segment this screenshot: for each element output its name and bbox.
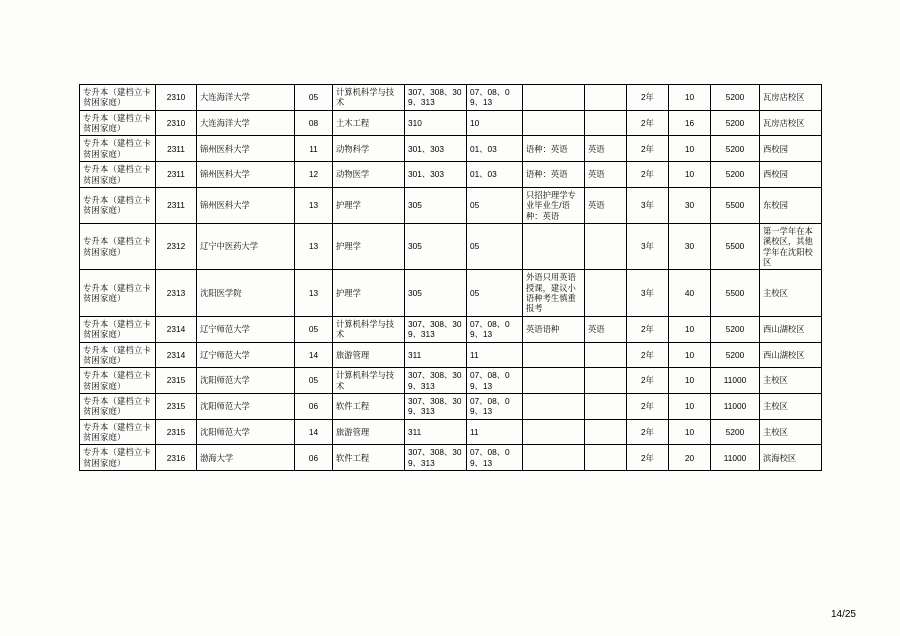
cell-school: 渤海大学	[197, 445, 295, 471]
table-row	[80, 223, 822, 269]
cell-school-code: 2315	[156, 393, 197, 419]
cell-major-code: 11	[295, 136, 333, 162]
cell-subjects: 311	[405, 342, 467, 368]
cell-subjects: 305	[405, 223, 467, 269]
cell-type: 专升本（建档立卡贫困家庭）	[80, 187, 156, 223]
cell-note	[523, 419, 585, 445]
cell-years: 2年	[627, 85, 669, 111]
cell-fee: 5200	[711, 419, 760, 445]
cell-campus: 主校区	[760, 393, 822, 419]
cell-count: 10	[669, 85, 711, 111]
cell-note	[523, 110, 585, 136]
cell-years: 2年	[627, 368, 669, 394]
cell-note: 外语只用英语授课，建议小语种考生慎重报考	[523, 270, 585, 316]
cell-school-code: 2310	[156, 85, 197, 111]
cell-count: 10	[669, 342, 711, 368]
cell-count: 10	[669, 316, 711, 342]
cell-type: 专升本（建档立卡贫困家庭）	[80, 445, 156, 471]
cell-campus: 滨海校区	[760, 445, 822, 471]
cell-major: 计算机科学与技术	[333, 316, 405, 342]
cell-exams: 07、08、09、13	[467, 316, 523, 342]
admissions-table	[79, 84, 822, 471]
cell-count: 30	[669, 187, 711, 223]
cell-note: 语种：英语	[523, 136, 585, 162]
cell-subjects: 311	[405, 419, 467, 445]
cell-language	[585, 223, 627, 269]
cell-major: 动物科学	[333, 136, 405, 162]
cell-type: 专升本（建档立卡贫困家庭）	[80, 223, 156, 269]
cell-note	[523, 368, 585, 394]
cell-campus: 西校园	[760, 162, 822, 188]
cell-school: 辽宁中医药大学	[197, 223, 295, 269]
cell-school: 大连海洋大学	[197, 85, 295, 111]
cell-major: 计算机科学与技术	[333, 368, 405, 394]
cell-note: 语种：英语	[523, 162, 585, 188]
cell-major-code: 05	[295, 368, 333, 394]
cell-campus: 第一学年在本溪校区，其他学年在沈阳校区	[760, 223, 822, 269]
cell-school: 沈阳医学院	[197, 270, 295, 316]
cell-count: 10	[669, 419, 711, 445]
cell-subjects: 305	[405, 270, 467, 316]
cell-exams: 11	[467, 419, 523, 445]
cell-major: 土木工程	[333, 110, 405, 136]
admissions-table-body	[80, 85, 822, 471]
cell-major: 护理学	[333, 223, 405, 269]
cell-note	[523, 445, 585, 471]
table-row	[80, 110, 822, 136]
cell-major: 护理学	[333, 270, 405, 316]
cell-fee: 5500	[711, 223, 760, 269]
cell-years: 2年	[627, 316, 669, 342]
cell-school-code: 2310	[156, 110, 197, 136]
cell-years: 2年	[627, 110, 669, 136]
cell-type: 专升本（建档立卡贫困家庭）	[80, 393, 156, 419]
cell-major: 旅游管理	[333, 342, 405, 368]
cell-language: 英语	[585, 187, 627, 223]
cell-note: 英语语种	[523, 316, 585, 342]
cell-note	[523, 393, 585, 419]
table-row	[80, 85, 822, 111]
cell-major: 软件工程	[333, 393, 405, 419]
cell-major-code: 13	[295, 270, 333, 316]
cell-fee: 5500	[711, 270, 760, 316]
table-row	[80, 342, 822, 368]
cell-type: 专升本（建档立卡贫困家庭）	[80, 85, 156, 111]
cell-fee: 5200	[711, 136, 760, 162]
cell-major-code: 13	[295, 223, 333, 269]
cell-major-code: 08	[295, 110, 333, 136]
cell-school: 沈阳师范大学	[197, 393, 295, 419]
cell-language: 英语	[585, 136, 627, 162]
cell-type: 专升本（建档立卡贫困家庭）	[80, 419, 156, 445]
cell-exams: 11	[467, 342, 523, 368]
cell-major-code: 05	[295, 85, 333, 111]
cell-campus: 西山湖校区	[760, 342, 822, 368]
cell-major-code: 13	[295, 187, 333, 223]
cell-language	[585, 85, 627, 111]
cell-fee: 5200	[711, 342, 760, 368]
cell-campus: 主校区	[760, 419, 822, 445]
cell-count: 16	[669, 110, 711, 136]
cell-note	[523, 223, 585, 269]
cell-fee: 5200	[711, 85, 760, 111]
cell-years: 3年	[627, 223, 669, 269]
cell-exams: 01、03	[467, 136, 523, 162]
cell-exams: 05	[467, 187, 523, 223]
cell-subjects: 307、308、309、313	[405, 316, 467, 342]
cell-exams: 07、08、09、13	[467, 368, 523, 394]
cell-type: 专升本（建档立卡贫困家庭）	[80, 110, 156, 136]
cell-exams: 05	[467, 270, 523, 316]
cell-major-code: 12	[295, 162, 333, 188]
cell-exams: 01、03	[467, 162, 523, 188]
cell-count: 10	[669, 368, 711, 394]
cell-subjects: 307、308、309、313	[405, 368, 467, 394]
cell-subjects: 301、303	[405, 136, 467, 162]
cell-school-code: 2313	[156, 270, 197, 316]
cell-school: 沈阳师范大学	[197, 419, 295, 445]
cell-count: 40	[669, 270, 711, 316]
cell-fee: 11000	[711, 393, 760, 419]
cell-type: 专升本（建档立卡贫困家庭）	[80, 136, 156, 162]
cell-major-code: 14	[295, 419, 333, 445]
cell-major: 软件工程	[333, 445, 405, 471]
cell-campus: 主校区	[760, 270, 822, 316]
cell-note	[523, 342, 585, 368]
cell-major-code: 05	[295, 316, 333, 342]
cell-exams: 10	[467, 110, 523, 136]
cell-school: 锦州医科大学	[197, 136, 295, 162]
cell-subjects: 301、303	[405, 162, 467, 188]
cell-years: 2年	[627, 162, 669, 188]
cell-subjects: 307、308、309、313	[405, 85, 467, 111]
cell-major: 动物医学	[333, 162, 405, 188]
cell-school: 辽宁师范大学	[197, 316, 295, 342]
cell-subjects: 310	[405, 110, 467, 136]
cell-exams: 07、08、09、13	[467, 85, 523, 111]
cell-fee: 5200	[711, 162, 760, 188]
table-row	[80, 136, 822, 162]
cell-school: 锦州医科大学	[197, 162, 295, 188]
cell-school-code: 2314	[156, 342, 197, 368]
admissions-table-container	[79, 84, 821, 471]
cell-type: 专升本（建档立卡贫困家庭）	[80, 368, 156, 394]
cell-campus: 主校区	[760, 368, 822, 394]
cell-count: 10	[669, 162, 711, 188]
cell-school-code: 2311	[156, 162, 197, 188]
cell-major: 计算机科学与技术	[333, 85, 405, 111]
cell-school-code: 2315	[156, 368, 197, 394]
cell-years: 2年	[627, 136, 669, 162]
cell-major: 旅游管理	[333, 419, 405, 445]
cell-years: 2年	[627, 342, 669, 368]
cell-years: 3年	[627, 270, 669, 316]
table-row	[80, 316, 822, 342]
cell-school-code: 2316	[156, 445, 197, 471]
table-row	[80, 162, 822, 188]
cell-language: 英语	[585, 162, 627, 188]
cell-count: 10	[669, 393, 711, 419]
cell-subjects: 307、308、309、313	[405, 393, 467, 419]
cell-school-code: 2311	[156, 187, 197, 223]
cell-exams: 07、08、09、13	[467, 445, 523, 471]
table-row	[80, 270, 822, 316]
table-row	[80, 187, 822, 223]
cell-language	[585, 270, 627, 316]
cell-subjects: 307、308、309、313	[405, 445, 467, 471]
cell-fee: 11000	[711, 368, 760, 394]
cell-language	[585, 419, 627, 445]
cell-campus: 东校园	[760, 187, 822, 223]
cell-campus: 西校园	[760, 136, 822, 162]
cell-school-code: 2312	[156, 223, 197, 269]
cell-fee: 11000	[711, 445, 760, 471]
cell-type: 专升本（建档立卡贫困家庭）	[80, 162, 156, 188]
cell-language	[585, 342, 627, 368]
cell-campus: 瓦房店校区	[760, 85, 822, 111]
cell-note: 只招护理学专业毕业生/语种：英语	[523, 187, 585, 223]
cell-school-code: 2314	[156, 316, 197, 342]
cell-type: 专升本（建档立卡贫困家庭）	[80, 316, 156, 342]
cell-language	[585, 110, 627, 136]
cell-major-code: 06	[295, 393, 333, 419]
cell-language: 英语	[585, 316, 627, 342]
cell-years: 2年	[627, 419, 669, 445]
cell-school: 锦州医科大学	[197, 187, 295, 223]
cell-fee: 5200	[711, 316, 760, 342]
cell-school-code: 2311	[156, 136, 197, 162]
page-number: 14/25	[830, 609, 856, 620]
cell-campus: 瓦房店校区	[760, 110, 822, 136]
cell-count: 10	[669, 136, 711, 162]
cell-school: 辽宁师范大学	[197, 342, 295, 368]
cell-subjects: 305	[405, 187, 467, 223]
cell-major-code: 06	[295, 445, 333, 471]
cell-type: 专升本（建档立卡贫困家庭）	[80, 342, 156, 368]
cell-years: 3年	[627, 187, 669, 223]
cell-count: 20	[669, 445, 711, 471]
cell-years: 2年	[627, 445, 669, 471]
cell-major-code: 14	[295, 342, 333, 368]
cell-type: 专升本（建档立卡贫困家庭）	[80, 270, 156, 316]
cell-school: 大连海洋大学	[197, 110, 295, 136]
cell-fee: 5500	[711, 187, 760, 223]
cell-fee: 5200	[711, 110, 760, 136]
cell-note	[523, 85, 585, 111]
table-row	[80, 393, 822, 419]
table-row	[80, 445, 822, 471]
table-row	[80, 419, 822, 445]
cell-years: 2年	[627, 393, 669, 419]
cell-exams: 07、08、09、13	[467, 393, 523, 419]
cell-language	[585, 368, 627, 394]
cell-language	[585, 393, 627, 419]
cell-language	[585, 445, 627, 471]
cell-count: 30	[669, 223, 711, 269]
cell-campus: 西山湖校区	[760, 316, 822, 342]
table-row	[80, 368, 822, 394]
cell-major: 护理学	[333, 187, 405, 223]
cell-school-code: 2315	[156, 419, 197, 445]
cell-exams: 05	[467, 223, 523, 269]
cell-school: 沈阳师范大学	[197, 368, 295, 394]
